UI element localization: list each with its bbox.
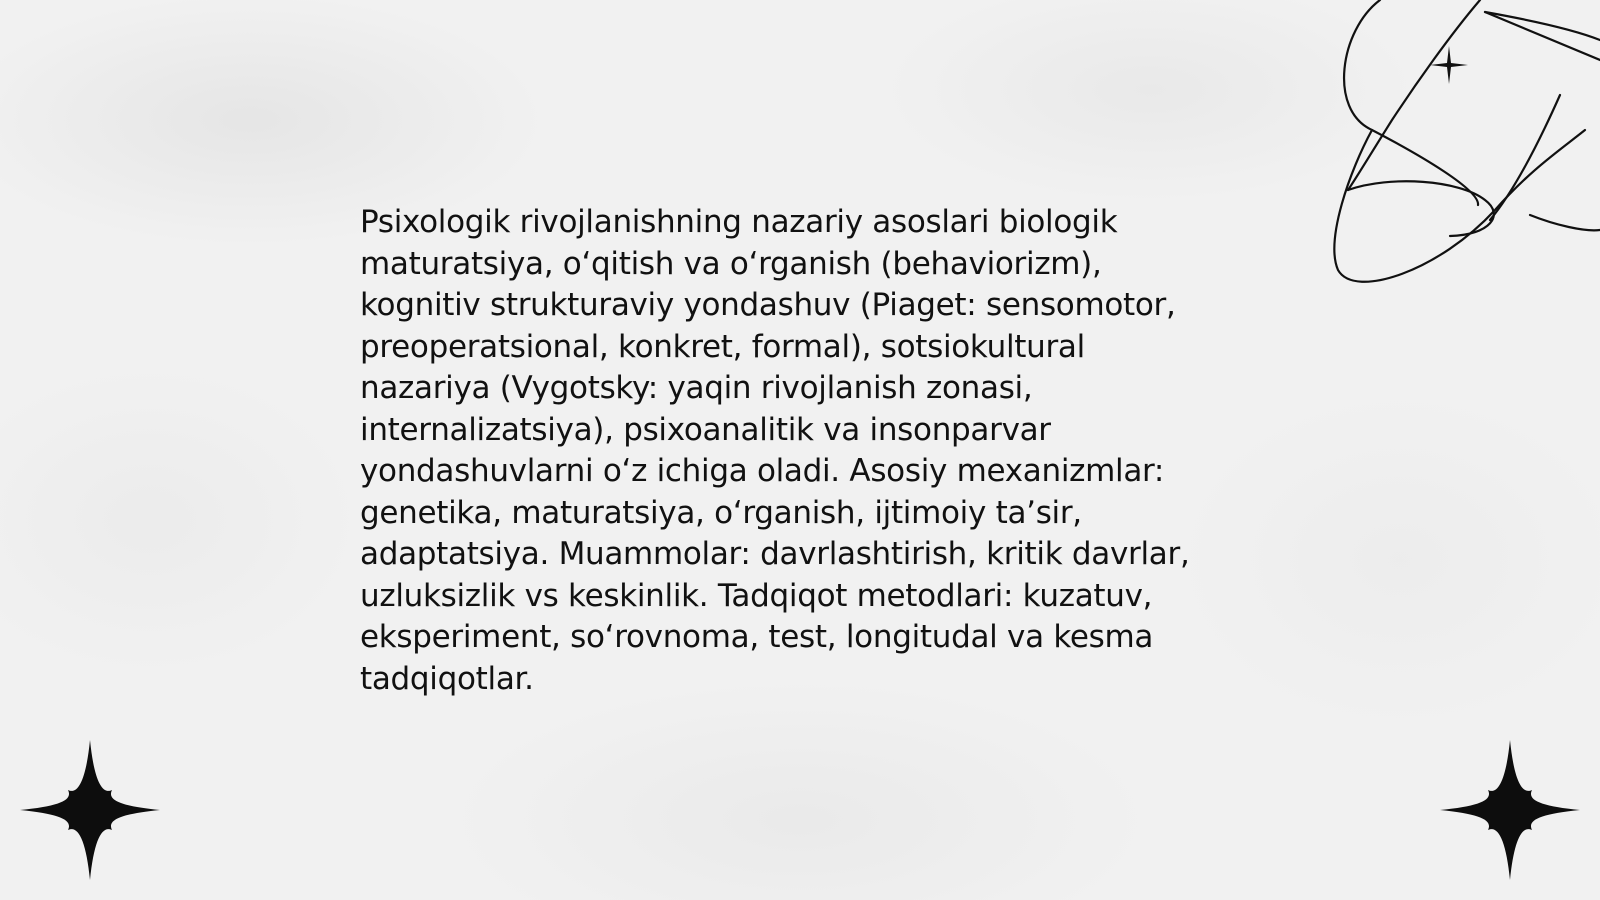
small-sparkle-icon bbox=[1428, 44, 1470, 86]
four-point-star-icon bbox=[20, 740, 160, 880]
four-point-star-icon bbox=[1440, 740, 1580, 880]
slide-body-text: Psixologik rivojlanishning nazariy asoslari biologik maturatsiya, o‘qitish va o‘rganish (behaviorizm), kognitiv strukturaviy yondashuv (Piaget: sensomotor, preoperatsional, konkret, formal), sotsiokultural nazariya (Vygotsky: yaqin rivojlanish zonasi, internalizatsiya), psixoanalitik va insonparvar yondashuvlarni o‘z ichiga oladi. Asosiy mexanizmlar: genetika, maturatsiya, o‘rganish, ijtimoiy ta’sir, adaptatsiya. Muammolar: davrlashtirish, kritik davrlar, uzluksizlik vs keskinlik. Tadqiqot metodlari: kuzatuv, eksperiment, so‘rovnoma, test, longitudal va kesma tadqiqotlar. bbox=[360, 204, 1190, 697]
